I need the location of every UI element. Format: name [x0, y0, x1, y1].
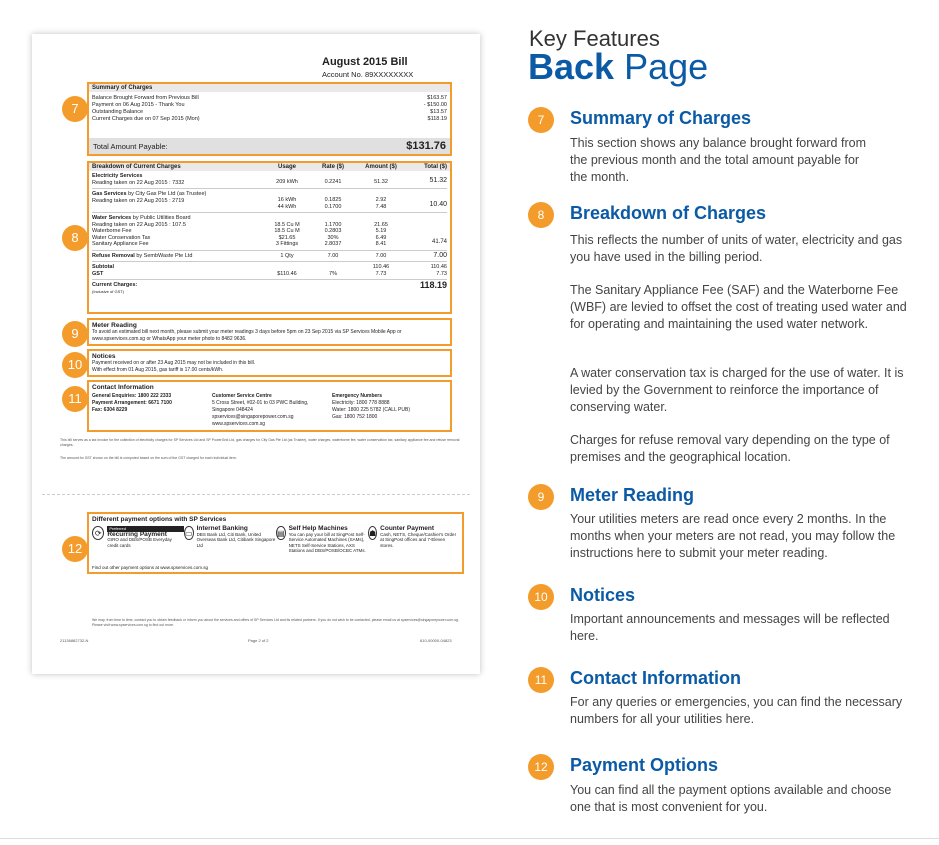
recurring-option: ⟳ Preferred Recurring Payment GIRO and DBS/POSB Everyday credit cards — [92, 526, 184, 554]
feature-title-contact: Contact Information — [570, 668, 741, 688]
feature-desc-summary: This section shows any balance brought forward from the previous month and the total amount payable for the month. — [570, 136, 866, 184]
feature-title-notices: Notices — [570, 585, 636, 605]
csc-address: 5 Cross Street, #02-01 to 03 PWC Building, — [212, 400, 309, 406]
feature-desc-contact: For any queries or emergencies, you can find the necessary numbers for all your utilities here. — [570, 695, 903, 726]
contact-header: Contact Information — [92, 384, 154, 391]
notices-box — [87, 349, 452, 377]
badge-11: 11 — [62, 386, 88, 412]
meter-text: To avoid an estimated bill next month, please submit your meter readings 3 days before 5pm on 23 Sep 2015 via SP Services Mobile App or www.spservices.com.sg or WhatsApp your meter photo to 8482 9636. — [92, 329, 402, 342]
electricity-row: Electricity Services Reading taken on 22 Aug 2015 : 7332 209 kWh 0.2241 51.32 51.32 — [92, 173, 447, 186]
summary-row: Outstanding Balance $13.57 — [92, 109, 447, 115]
fine-print: This bill serves as a tax invoice for the collection of electricity charges for SP Services Ltd and SP PowerGrid Ltd, gas charges for City Gas Pte Ltd (as Trustee), water charges, waterborne fee, water conservation tax, sanitary appliance fee and refuse removal charges. — [60, 438, 460, 447]
notices-line1: Payment received on or after 23 Aug 2015 may not be included in this bill. — [92, 360, 256, 366]
gst-row: GST $110.46 7% 7.73 7.73 — [92, 270, 447, 277]
internet-banking-option: ▭ Internet Banking DBS Bank Ltd, Citi Bank, United Overseas Bank Ltd, Citibank Singapore Ltd — [185, 525, 276, 548]
feature-badge-10: 10 — [528, 584, 554, 610]
payment-more[interactable]: Find out other payment options at www.spservices.com.sg — [92, 565, 209, 570]
key-features-kicker: Key Features — [529, 26, 660, 51]
feature-desc-notices: Important announcements and messages will be reflected here. — [570, 612, 890, 643]
badge-12: 12 — [62, 536, 88, 562]
emergency-water: Water: 1800 225 5782 (CALL PUB) — [332, 407, 411, 413]
subtotal-row: Subtotal 110.46 110.46 — [92, 264, 447, 270]
payment-arrangement: Payment Arrangement: 6671 7100 — [92, 400, 172, 406]
breakdown-header: Breakdown of Current Charges Usage Rate ($) Amount ($) Total ($) — [89, 163, 450, 171]
tear-line — [42, 494, 470, 495]
fax-number: Fax: 6304 8229 — [92, 407, 128, 413]
feature-badge-8: 8 — [528, 202, 554, 228]
footer-right: 610-00000-04823 — [420, 638, 452, 643]
feature-title-summary: Summary of Charges — [570, 108, 752, 128]
meter-header: Meter Reading — [92, 322, 137, 329]
refuse-row: Refuse Removal by SembWaste Pte Ltd 1 Qty 7.00 7.00 7.00 — [92, 251, 447, 259]
footer-page: Page 2 of 2 — [248, 638, 269, 643]
feature-desc-meter: Your utilities meters are read once every 2 months. In the months when your meters are not read, you may follow the instructions here to submit your meter reading. — [570, 512, 896, 560]
counter-icon: ☗ — [368, 526, 377, 540]
page-title: Back Page — [528, 46, 709, 87]
summary-header: Summary of Charges — [89, 84, 450, 92]
emergency-title: Emergency Numbers — [332, 393, 383, 399]
feature-title-breakdown: Breakdown of Charges — [570, 203, 767, 223]
counter-option: ☗ Counter Payment Cash, NETS, Cheque/Cashier's Order at SingPost offices and 7-Eleven stores. — [369, 525, 457, 548]
general-enquiries: General Enquiries: 1800 222 2333 — [92, 393, 172, 399]
feature-desc-breakdown-2: The Sanitary Appliance Fee (SAF) and the Waterborne Fee (WBF) are levied to offset the cost of treating used water and for operating and maintaining the used water network. — [570, 283, 907, 331]
badge-10: 10 — [62, 352, 88, 378]
notices-header: Notices — [92, 353, 116, 360]
feature-desc-breakdown-4: Charges for refuse removal vary depending on the type of premises and the geographical location. — [570, 433, 890, 464]
emergency-gas: Gas: 1800 752 1800 — [332, 414, 378, 420]
self-help-option: ▤ Self Help Machines You can pay your bill at SingPost Self-Service Automated Machines (SAMs), NETS Self-Service Stations, AXS Stations and DBS/POSB/OCBC ATMs. — [277, 525, 366, 553]
badge-9: 9 — [62, 321, 88, 347]
machine-icon: ▤ — [276, 526, 286, 540]
feature-title-payment: Payment Options — [570, 755, 719, 775]
computer-icon: ▭ — [184, 526, 194, 540]
csc-email[interactable]: spservices@singaporepower.com.sg — [212, 414, 294, 420]
recurring-icon: ⟳ — [92, 526, 104, 540]
breakdown-box — [87, 161, 452, 314]
feature-desc-breakdown: This reflects the number of units of water, electricity and gas you have used in the billing period. — [570, 233, 903, 264]
csc-website[interactable]: www.spservices.com.sg — [212, 421, 266, 427]
contact-box — [87, 380, 452, 432]
feature-badge-7: 7 — [528, 107, 554, 133]
meter-box — [87, 318, 452, 346]
footer-note: We may, from time to time, contact you to obtain feedback or inform you about the services and offers of SP Services Ltd and its related partners. If you do not wish to be contacted, please email us at spservices@singaporepower.com.sg. Please visit www.spservices.com.sg to find out more. — [92, 618, 459, 627]
bottom-divider — [0, 838, 939, 839]
summary-row: Balance Brought Forward from Previous Bill $163.57 — [92, 95, 447, 101]
bill-title: August 2015 Bill — [322, 56, 408, 68]
emergency-electricity: Electricity: 1800 778 8888 — [332, 400, 390, 406]
gas-row: Gas Services by City Gas Pte Ltd (as Trustee) Reading taken on 22 Aug 2015 : 2719 16 kWh 44 kWh 0.1825 0.1700 2.92 7.48 10.40 — [92, 191, 447, 210]
feature-title-meter: Meter Reading — [570, 485, 695, 505]
notices-line2: With effect from 01 Aug 2015, gas tariff is 17.00 cents/kWh. — [92, 367, 224, 373]
feature-badge-11: 11 — [528, 667, 554, 693]
badge-7: 7 — [62, 96, 88, 122]
footer-left: 21136862732-N — [60, 638, 89, 643]
payment-box — [87, 512, 464, 574]
total-payable-row: Total Amount Payable: $131.76 — [89, 138, 450, 154]
feature-badge-12: 12 — [528, 754, 554, 780]
summary-row: Payment on 06 Aug 2015 - Thank You - $150.00 — [92, 102, 447, 108]
summary-box — [87, 82, 452, 156]
csc-title: Customer Service Centre — [212, 393, 272, 399]
summary-row: Current Charges due on 07 Sep 2015 (Mon) $118.19 — [92, 116, 447, 122]
account-number: Account No. 89XXXXXXXX — [322, 70, 414, 79]
water-row: Water Services by Public Utilities Board Reading taken on 22 Aug 2015 : 107.5 Waterborne Fee Water Conservation Tax Sanitary Appliance Fee 18.5 Cu M 18.5 Cu M $21.65 3 Fittings 1.1700 0.2803 30% 2.8037 21.65 5.19 6.49 8.41 41.74 — [92, 215, 447, 247]
csc-postal: Singapore 048424 — [212, 407, 253, 413]
payment-header: Different payment options with SP Services — [92, 516, 227, 523]
feature-desc-payment: You can find all the payment options available and choose one that is most convenient for you. — [570, 783, 892, 814]
badge-8: 8 — [62, 225, 88, 251]
feature-badge-9: 9 — [528, 484, 554, 510]
feature-desc-breakdown-3: A water conservation tax is charged for the use of water. It is levied by the Government to reinforce the importance of conserving water. — [570, 366, 904, 414]
gst-note: The amount for GST shown on the bill is computed based on the sum of the GST charged for each individual item. — [60, 456, 237, 460]
bill-page — [32, 34, 480, 674]
current-charges-row: Current Charges: (Inclusive of GST) 118.19 — [92, 280, 447, 294]
